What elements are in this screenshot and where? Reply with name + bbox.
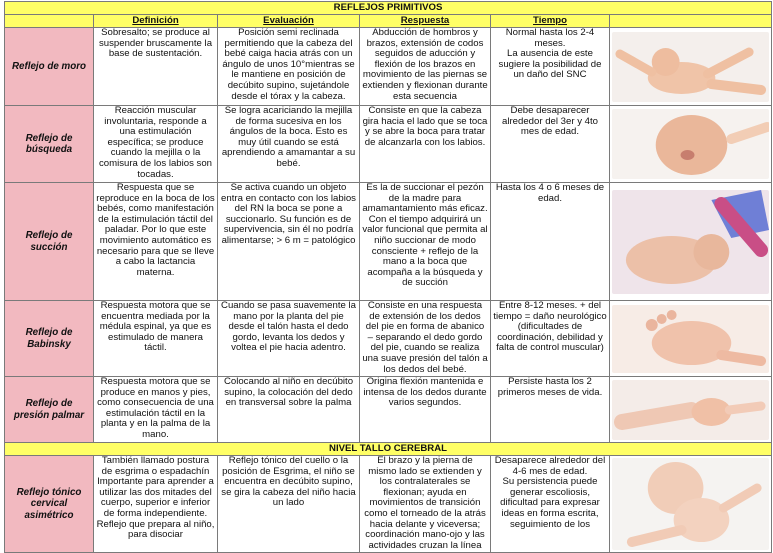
reflex-name: Reflejo de Babinsky bbox=[5, 301, 94, 377]
photo-cell bbox=[610, 183, 772, 301]
evaluacion-cell: Reflejo tónico del cuello o la posición de Esgrima, el niño se encuentra en decúbito supino, se gira la cabeza del niño hacia un lado bbox=[218, 456, 360, 553]
row-moro bbox=[5, 28, 772, 106]
evaluacion-cell: Se activa cuando un objeto entra en contacto con los labios del RN la boca se pone a succionarlo. Su función es de supervivencia, sin él no podría alimentarse; > 6 m = patológico bbox=[218, 183, 360, 301]
evaluacion-cell: Cuando se pasa suavemente la mano por la planta del pie desde el talón hasta el dedo gordo, levanta los dedos y voltea el pie hacia adentro. bbox=[218, 301, 360, 377]
evaluacion-cell: Colocando al niño en decúbito supino, la colocación del dedo en transversal sobre la palma bbox=[218, 377, 360, 443]
definicion-cell: Sobresalto; se produce al suspender bruscamente la base de sustentación. bbox=[94, 28, 218, 106]
respuesta-cell: El brazo y la pierna de mismo lado se extienden y los contralaterales se flexionan; ayuda en movimientos de transición como el torneado de la atrás hacia delante y viceversa; coordinación mano-ojo y las actividades cruzan la línea bbox=[360, 456, 491, 553]
row-presion-palmar bbox=[5, 377, 772, 443]
reflex-name: Reflejo tónico cervical asimétrico bbox=[5, 456, 94, 553]
evaluacion-cell: Se logra acariciando la mejilla de forma sucesiva en los ángulos de la boca. Esto es muy útil cuando se está aprendiendo a amamantar a su bebé. bbox=[218, 106, 360, 183]
photo-cell bbox=[610, 377, 772, 443]
foot-sole-icon bbox=[612, 305, 769, 373]
tiempo-cell: Normal hasta los 2-4 meses. La ausencia de este sugiere la posibilidad de un daño del SNC bbox=[491, 28, 610, 106]
section-header-primitive bbox=[5, 2, 772, 15]
evaluacion-cell: Posición semi reclinada permitiendo que la cabeza del bebé caiga hacia atrás con un ángulo de unos 10°mientras se le mantiene en posición de decúbito supino, sujetándole desde el tórax y la cabeza. bbox=[218, 28, 360, 106]
section-title-primitive: REFLEJOS PRIMITIVOS bbox=[5, 2, 772, 15]
baby-finger-cheek-icon bbox=[612, 109, 769, 179]
photo-cell bbox=[610, 456, 772, 553]
respuesta-cell: Es la de succionar el pezón de la madre para amamantamiento más eficaz. Con el tiempo adquirirá un valor funcional que permita al niño succionar de modo consciente + reflejo de la mano a la boca que acompaña a la búsqueda y de succión bbox=[360, 183, 491, 301]
header-tiempo: Tiempo bbox=[491, 15, 610, 28]
reflex-name: Reflejo de presión palmar bbox=[5, 377, 94, 443]
definicion-cell: Respuesta que se reproduce en la boca de los bebés, como manifestación de la estimulación táctil del paladar. Por lo que este movimiento automático es necesario para que se lleve a cabo la lactancia materna. bbox=[94, 183, 218, 301]
reflex-table bbox=[4, 1, 772, 553]
header-blank bbox=[5, 15, 94, 28]
definicion-cell: Respuesta motora que se produce en manos y pies, como consecuencia de una estimulación táctil en la planta y en la palma de la mano. bbox=[94, 377, 218, 443]
row-babinsky bbox=[5, 301, 772, 377]
header-definicion: Definición bbox=[94, 15, 218, 28]
section-header-brainstem bbox=[5, 443, 772, 456]
tiempo-cell: Persiste hasta los 2 primeros meses de vida. bbox=[491, 377, 610, 443]
header-respuesta: Respuesta bbox=[360, 15, 491, 28]
photo-cell bbox=[610, 301, 772, 377]
definicion-cell: También llamado postura de esgrima o espadachín Importante para aprender a utilizar las dos mitades del cuerpo, superior e inferior de forma independiente. Reflejo que prepara al niño, para disociar bbox=[94, 456, 218, 553]
tiempo-cell: Debe desaparecer alrededor del 3er y 4to mes de edad. bbox=[491, 106, 610, 183]
tiempo-cell: Desaparece alrededor del 4-6 mes de edad. Su persistencia puede generar escoliosis, dificultad para expresar ideas en forma escrita, seguimiento de los bbox=[491, 456, 610, 553]
hand-grasp-icon bbox=[612, 380, 769, 440]
header-photo bbox=[610, 15, 772, 28]
respuesta-cell: Origina flexión mantenida e intensa de los dedos durante varios segundos. bbox=[360, 377, 491, 443]
baby-gloved-hand-icon bbox=[612, 190, 769, 294]
reflex-name: Reflejo de búsqueda bbox=[5, 106, 94, 183]
respuesta-cell: Consiste en que la cabeza gira hacia el lado que se toca y se abre la boca para tratar de alcanzarla con los labios. bbox=[360, 106, 491, 183]
respuesta-cell: Consiste en una respuesta de extensión de los dedos del pie en forma de abanico – separando el dedo gordo del pie, cuando se realiza una suave presión del talón a los dedos del bebé. bbox=[360, 301, 491, 377]
row-busqueda bbox=[5, 106, 772, 183]
tiempo-cell: Entre 8-12 meses. + del tiempo = daño neurológico (dificultades de coordinación, debilidad y falta de control muscular) bbox=[491, 301, 610, 377]
definicion-cell: Reacción muscular involuntaria, responde a una estimulación específica; se produce cuando la mejilla o la comisura de los labios son tocadas. bbox=[94, 106, 218, 183]
tiempo-cell: Hasta los 4 o 6 meses de edad. bbox=[491, 183, 610, 301]
section-title-brainstem: NIVEL TALLO CEREBRAL bbox=[5, 443, 772, 456]
baby-fencing-pose-icon bbox=[612, 458, 769, 550]
row-succion bbox=[5, 183, 772, 301]
respuesta-cell: Abducción de hombros y brazos, extensión de codos seguidos de aducción y flexión de los brazos en movimiento de las piernas se extienden y flexionan durante esta secuencia bbox=[360, 28, 491, 106]
photo-cell bbox=[610, 28, 772, 106]
row-tonico-cervical bbox=[5, 456, 772, 553]
reflex-name: Reflejo de moro bbox=[5, 28, 94, 106]
baby-arms-extended-icon bbox=[612, 32, 769, 102]
reflex-name: Reflejo de succión bbox=[5, 183, 94, 301]
definicion-cell: Respuesta motora que se encuentra mediada por la médula espinal, ya que es estimulado de manera táctil. bbox=[94, 301, 218, 377]
photo-cell bbox=[610, 106, 772, 183]
header-evaluacion: Evaluación bbox=[218, 15, 360, 28]
column-header-row bbox=[5, 15, 772, 28]
